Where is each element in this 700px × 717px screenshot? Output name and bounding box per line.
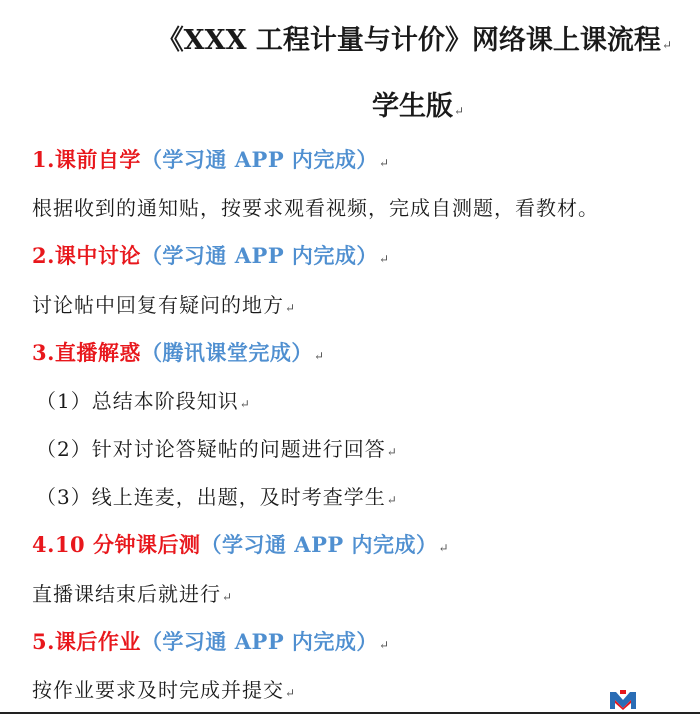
document-subtitle: 学生版↵: [372, 91, 465, 122]
section-5-heading: 5.课后作业（学习通 APP 内完成）↵: [32, 629, 390, 654]
section-5-line-1: 按作业要求及时完成并提交↵: [32, 678, 297, 702]
section-1-line-1: 根据收到的通知贴，按要求观看视频，完成自测题，看教材。: [32, 196, 599, 220]
section-1-heading: 1.课前自学（学习通 APP 内完成）↵: [32, 147, 390, 172]
section-3-line-1: （1）总结本阶段知识↵: [36, 389, 251, 413]
section-4-heading: 4.10 分钟课后测（学习通 APP 内完成）↵: [32, 532, 450, 557]
page-bottom-rule: [0, 712, 700, 714]
section-2-heading: 2.课中讨论（学习通 APP 内完成）↵: [32, 243, 390, 268]
section-3-heading: 3.直播解惑（腾讯课堂完成）↵: [32, 340, 325, 365]
m-brand-logo-icon: [608, 689, 638, 711]
document-title: 《XXX 工程计量与计价》网络课上课流程↵: [156, 25, 672, 56]
section-3-line-2: （2）针对讨论答疑帖的问题进行回答↵: [36, 437, 398, 461]
section-3-line-3: （3）线上连麦，出题，及时考查学生↵: [36, 485, 398, 509]
section-2-line-1: 讨论帖中回复有疑问的地方↵: [32, 293, 297, 317]
section-4-line-1: 直播课结束后就进行↵: [32, 582, 234, 606]
